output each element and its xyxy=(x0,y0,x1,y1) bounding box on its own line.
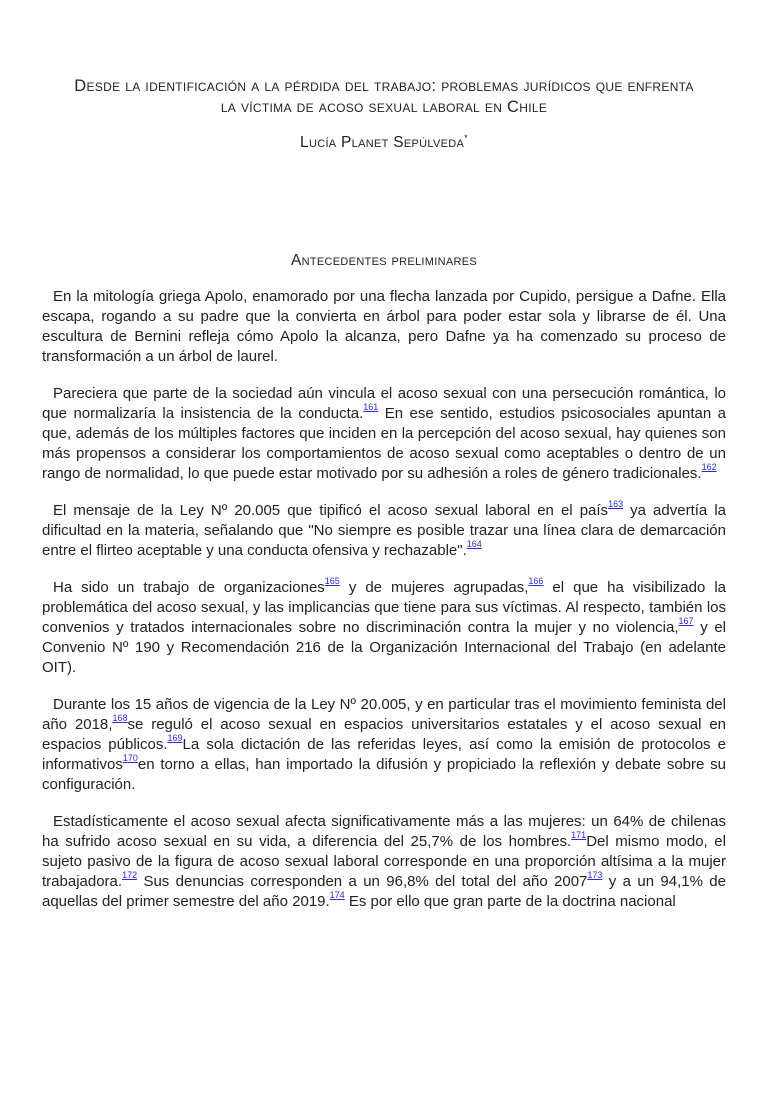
paragraph-text: y el Convenio Nº 190 y Recomendación 216 de la Organización Internacional del Trabajo (en adelante OIT). xyxy=(42,619,726,677)
footnote-ref xyxy=(528,576,543,586)
footnote-ref xyxy=(702,462,717,472)
document-page xyxy=(0,76,768,1100)
paragraph-text: Sus denuncias corresponden a un 96,8% del total del año 2007 xyxy=(137,873,588,891)
footnote-link-172[interactable]: 172 xyxy=(122,870,138,881)
title-line-2: la víctima de acoso sexual laboral en Chile xyxy=(220,98,548,116)
paragraph-1: En la mitología griega Apolo, enamorado por una flecha lanzada por Cupido, persigue a Dafne. Ella escapa, rogando a su padre que la convierta en árbol para poder estar sola y librarse de él. Una escultura de Bernini refleja cómo Apolo la alcanza, pero Dafne ya ha comenzado su proceso de transformación a un árbol de laurel. xyxy=(42,288,726,366)
footnote-ref xyxy=(363,402,378,412)
footnote-ref xyxy=(467,539,482,549)
footnote-link-171[interactable]: 171 xyxy=(571,830,587,841)
footnote-link-166[interactable]: 166 xyxy=(528,576,544,587)
footnote-ref xyxy=(330,890,345,900)
paragraph-text: Ha sido un trabajo de organizaciones xyxy=(53,579,325,597)
paragraph-text: ya advertía la dificultad en la materia, señalando que "No siempre es posible trazar una línea clara de demarcación entre el flirteo aceptable y una conducta ofensiva y rechazable". xyxy=(42,502,726,560)
paragraph-text: se reguló el acoso sexual en espacios universitarios estatales y el acoso sexual en espacios públicos. xyxy=(42,716,727,754)
paragraph-text: En ese sentido, estudios psicosociales apuntan a que, además de los múltiples factores que inciden en la percepción del acoso sexual, hay quienes son más propensos a considerar los comportamientos de acoso sexual como aceptables o dentro de un rango de normalidad, lo que puede estar motivado por su adhesión a roles de género tradicionales. xyxy=(42,405,726,483)
paragraph-text: Pareciera que parte de la sociedad aún vincula el acoso sexual con una persecución romántica, lo que normalizaría la insistencia de la conducta. xyxy=(42,385,726,423)
paragraph-text: Es por ello que gran parte de la doctrina nacional xyxy=(344,893,676,911)
paragraph-4 xyxy=(42,578,726,678)
footnote-ref xyxy=(608,499,623,509)
footnote-ref xyxy=(168,733,183,743)
footnote-link-165[interactable]: 165 xyxy=(324,576,340,587)
footnote-ref xyxy=(123,753,138,763)
paragraph-text: y a un 94,1% de aquellas del primer semestre del año 2019. xyxy=(42,873,726,911)
footnote-link-167[interactable]: 167 xyxy=(678,616,694,627)
paragraph-text: Estadísticamente el acoso sexual afecta significativamente más a las mujeres: un 64% de chilenas ha sufrido acoso sexual en su vida, a diferencia del 25,7% de los hombres. xyxy=(42,813,726,851)
footnote-link-170[interactable]: 170 xyxy=(122,753,138,764)
footnote-ref xyxy=(112,713,127,723)
footnote-link-161[interactable]: 161 xyxy=(363,402,379,413)
paragraph-text: el que ha visibilizado la problemática del acoso sexual, y las implicancias que tiene para sus víctimas. Al respecto, también los convenios y tratados internacionales sobre no discriminación contra la mujer y no violencia, xyxy=(42,579,726,637)
paragraph-2 xyxy=(42,384,726,484)
title-line-1: Desde la identificación a la pérdida del trabajo: problemas jurídicos que enfrenta xyxy=(74,77,694,95)
paragraph-text: en torno a ellas, han importado la difusión y propiciado la reflexión y debate sobre su configuración. xyxy=(42,756,726,794)
footnote-ref xyxy=(587,870,602,880)
footnote-link-174[interactable]: 174 xyxy=(329,890,345,901)
paragraph-5 xyxy=(42,695,726,795)
author-name: Lucía Planet Sepúlveda xyxy=(300,134,465,152)
author-line xyxy=(42,133,726,152)
paragraph-text: Durante los 15 años de vigencia de la Ley Nº 20.005, y en particular tras el movimiento feminista del año 2018, xyxy=(42,696,726,734)
footnote-link-163[interactable]: 163 xyxy=(608,499,624,510)
footnote-ref xyxy=(122,870,137,880)
footnote-link-162[interactable]: 162 xyxy=(701,462,717,473)
author-footnote-mark: * xyxy=(464,133,468,143)
footnote-ref xyxy=(571,830,586,840)
footnote-link-173[interactable]: 173 xyxy=(587,870,603,881)
footnote-ref xyxy=(325,576,340,586)
footnote-link-169[interactable]: 169 xyxy=(167,733,183,744)
paragraph-3 xyxy=(42,501,726,561)
paragraph-text: Del mismo modo, el sujeto pasivo de la figura de acoso sexual laboral corresponde en una proporción altísima a la mujer trabajadora. xyxy=(42,833,726,891)
section-heading: Antecedentes preliminares xyxy=(291,252,477,270)
paragraph-6 xyxy=(42,812,726,912)
paragraph-text: La sola dictación de las referidas leyes, así como la emisión de protocolos e informativos xyxy=(42,736,726,774)
footnote-ref xyxy=(679,616,694,626)
paper-title xyxy=(42,76,726,118)
footnote-link-168[interactable]: 168 xyxy=(112,713,128,724)
paragraph-text: El mensaje de la Ley Nº 20.005 que tipificó el acoso sexual laboral en el país xyxy=(53,502,609,520)
paragraph-text: y de mujeres agrupadas, xyxy=(339,579,529,597)
footnote-link-164[interactable]: 164 xyxy=(466,539,482,550)
